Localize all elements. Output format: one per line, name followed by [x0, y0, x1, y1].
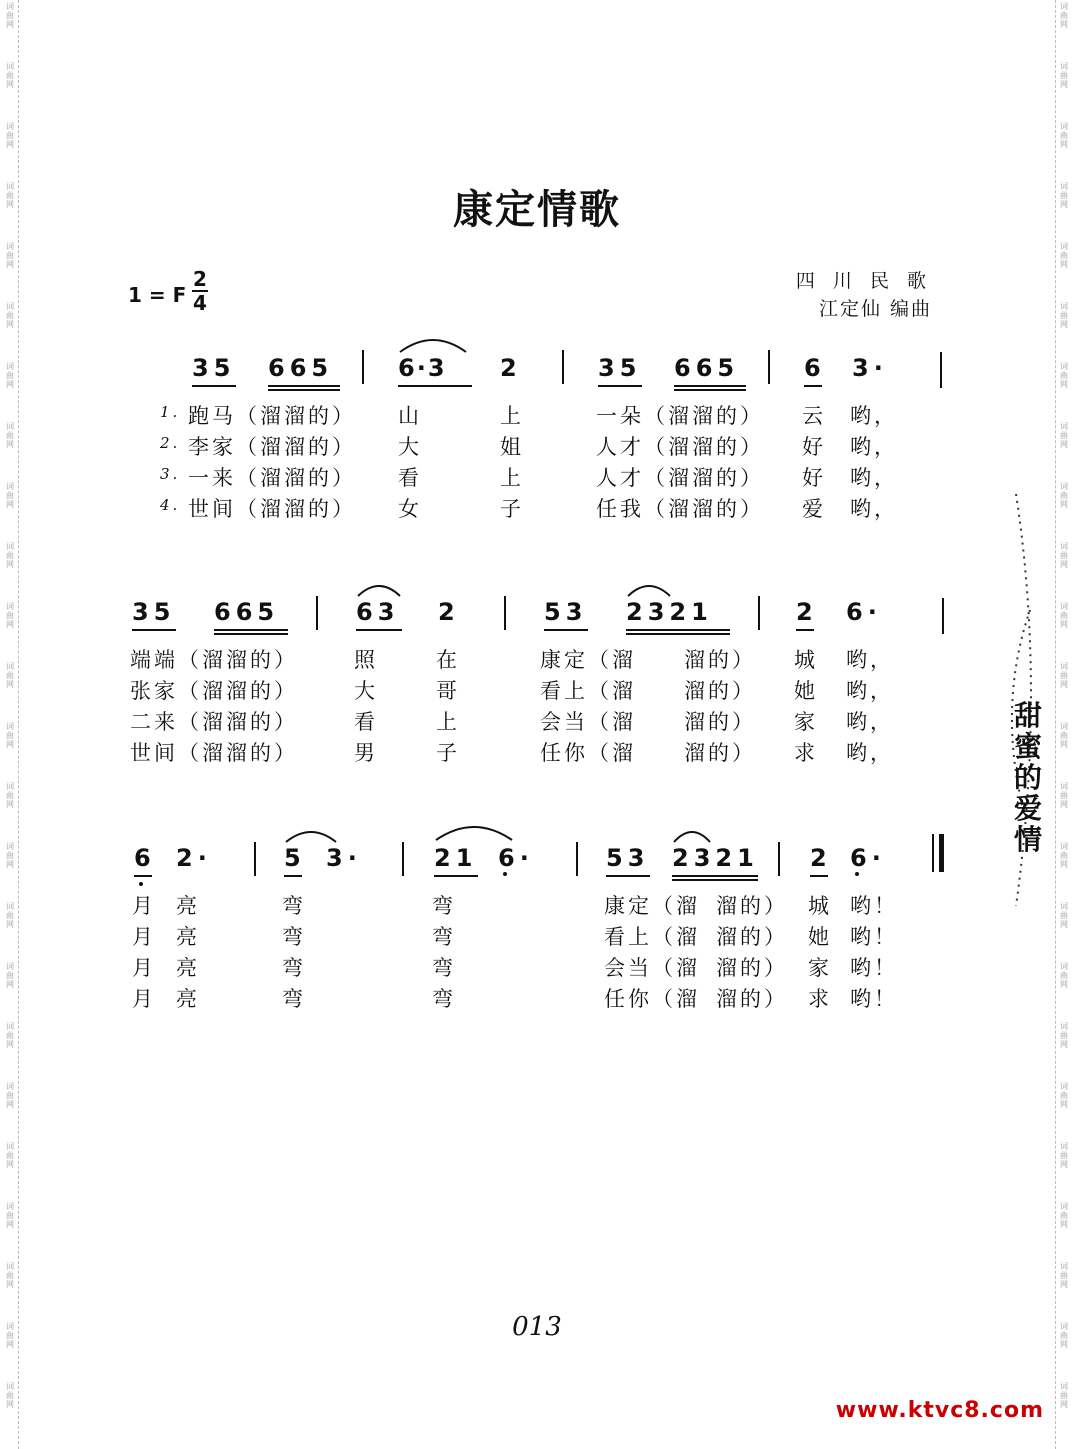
watermark: 词曲网 — [6, 242, 14, 269]
lyric-text: 溜的） — [684, 710, 756, 734]
note-group: 6·3 — [398, 354, 447, 382]
lyric-text: 溜的） — [716, 987, 788, 1011]
watermark: 词曲网 — [6, 542, 14, 569]
lyric-text: 看 — [398, 466, 422, 490]
lower-octave-dot — [503, 872, 507, 876]
beam-underline — [810, 875, 828, 877]
watermark: 词曲网 — [6, 362, 14, 389]
time-sig-numerator: 2 — [193, 267, 207, 291]
lyric-text: 求 — [794, 741, 818, 765]
final-bar-line — [932, 834, 934, 872]
note-group: 6· — [850, 844, 886, 872]
beam-underline — [598, 385, 642, 387]
lyric-text: 城 — [794, 648, 818, 672]
lyric-text: 溜的） — [716, 925, 788, 949]
side-label: 甜蜜的爱情 — [1013, 699, 1042, 856]
slur — [434, 820, 514, 842]
verse-number: 4. — [160, 496, 181, 514]
note-group: 2 — [810, 844, 832, 872]
bar-line — [562, 350, 564, 384]
watermark: 词曲网 — [1060, 662, 1068, 689]
lyric-text: 看上（溜 — [604, 925, 700, 949]
watermark: 词曲网 — [6, 482, 14, 509]
bar-line — [778, 842, 780, 876]
lyric-text: 哟， — [850, 497, 898, 521]
watermark: 词曲网 — [1060, 542, 1068, 569]
note-group: 35 — [132, 598, 176, 626]
watermark: 词曲网 — [6, 722, 14, 749]
lyric-text: 女 — [398, 497, 422, 521]
lyric-text: 哟！ — [850, 987, 898, 1011]
lyric-text: 大 — [398, 435, 422, 459]
note-group: 2 — [438, 598, 460, 626]
lyric-text: 哟， — [846, 710, 894, 734]
beam-underline — [606, 875, 650, 877]
bar-line — [402, 842, 404, 876]
watermark: 词曲网 — [6, 122, 14, 149]
watermark: 词曲网 — [6, 1202, 14, 1229]
note-group: 665 — [674, 354, 740, 382]
lyric-text: 二来（溜溜的） — [130, 710, 298, 734]
lyric-text: 任我（溜溜的） — [596, 497, 764, 521]
lyric-text: 李家（溜溜的） — [188, 435, 356, 459]
beam-underline — [672, 879, 758, 881]
beam-underline — [796, 629, 814, 631]
watermark: 词曲网 — [6, 422, 14, 449]
note-group: 3· — [852, 354, 888, 382]
beam-underline — [674, 385, 746, 387]
key-signature: 1 = F — [128, 283, 187, 307]
beam-underline — [284, 875, 302, 877]
lyric-text: 端端（溜溜的） — [130, 648, 298, 672]
lyric-text: 一朵（溜溜的） — [596, 404, 764, 428]
beam-underline — [672, 875, 758, 877]
lyric-text: 在 — [436, 648, 460, 672]
lyric-text: 张家（溜溜的） — [130, 679, 298, 703]
lyric-text: 好 — [802, 466, 826, 490]
beam-underline — [214, 629, 288, 631]
lyric-text: 爱 — [802, 497, 826, 521]
lyric-text: 弯 — [432, 987, 456, 1011]
lyric-text: 哟， — [846, 648, 894, 672]
note-group: 665 — [214, 598, 280, 626]
note-group: 35 — [192, 354, 236, 382]
beam-underline — [192, 385, 236, 387]
note-group: 2321 — [672, 844, 759, 872]
site-url: www.ktvc8.com — [835, 1398, 1044, 1423]
lyric-text: 月 — [132, 987, 156, 1011]
beam-underline — [356, 629, 402, 631]
verse-number: 1. — [160, 403, 181, 421]
note-group: 21 — [434, 844, 478, 872]
lyric-text: 亮 — [176, 925, 200, 949]
lyric-text: 人才（溜溜的） — [596, 466, 764, 490]
lyric-text: 弯 — [282, 925, 306, 949]
beam-underline — [214, 633, 288, 635]
watermark: 词曲网 — [6, 1142, 14, 1169]
lyric-text: 月 — [132, 894, 156, 918]
beam-underline — [134, 875, 152, 877]
lyric-text: 会当（溜 — [604, 956, 700, 980]
lyric-text: 她 — [794, 679, 818, 703]
note-group: 2 — [796, 598, 818, 626]
beam-underline — [268, 385, 340, 387]
lyric-text: 弯 — [282, 987, 306, 1011]
watermark: 词曲网 — [6, 602, 14, 629]
lyric-text: 好 — [802, 435, 826, 459]
lyric-text: 亮 — [176, 956, 200, 980]
lyric-text: 康定（溜 — [604, 894, 700, 918]
slur — [626, 580, 672, 598]
lyric-text: 山 — [398, 404, 422, 428]
beam-underline — [626, 633, 730, 635]
watermark: 词曲网 — [6, 902, 14, 929]
watermark: 词曲网 — [6, 2, 14, 29]
watermark: 词曲网 — [6, 1322, 14, 1349]
note-group: 53 — [606, 844, 650, 872]
lyric-text: 上 — [436, 710, 460, 734]
verse-number: 2. — [160, 434, 181, 452]
lyric-text: 康定（溜 — [540, 648, 636, 672]
watermark: 词曲网 — [6, 1022, 14, 1049]
final-bar-line-thick — [939, 834, 944, 872]
lyric-text: 哟， — [850, 466, 898, 490]
bar-line — [576, 842, 578, 876]
lyric-text: 任你（溜 — [604, 987, 700, 1011]
lyric-text: 哟！ — [850, 894, 898, 918]
note-group: 2 — [500, 354, 522, 382]
lyric-text: 照 — [354, 648, 378, 672]
watermark: 词曲网 — [6, 962, 14, 989]
slur — [398, 334, 468, 354]
watermark: 词曲网 — [1060, 2, 1068, 29]
watermark: 词曲网 — [1060, 842, 1068, 869]
lyric-text: 月 — [132, 925, 156, 949]
watermark: 词曲网 — [1060, 902, 1068, 929]
bar-line — [316, 596, 318, 630]
watermark: 词曲网 — [1060, 1262, 1068, 1289]
bar-line — [768, 350, 770, 384]
lyric-text: 溜的） — [716, 956, 788, 980]
lyric-text: 弯 — [282, 956, 306, 980]
lyric-text: 人才（溜溜的） — [596, 435, 764, 459]
watermark: 词曲网 — [6, 1082, 14, 1109]
bar-line — [504, 596, 506, 630]
lyric-text: 姐 — [500, 435, 524, 459]
bar-line — [254, 842, 256, 876]
watermark: 词曲网 — [1060, 1322, 1068, 1349]
watermark: 词曲网 — [1060, 1082, 1068, 1109]
origin-credit: 四 川 民 歌 — [795, 270, 932, 292]
lyric-text: 家 — [808, 956, 832, 980]
lyric-text: 弯 — [282, 894, 306, 918]
beam-underline — [268, 389, 340, 391]
bar-line — [942, 598, 944, 634]
lyric-text: 世间（溜溜的） — [130, 741, 298, 765]
note-group: 63 — [356, 598, 400, 626]
lyric-text: 溜的） — [684, 648, 756, 672]
note-group: 2· — [176, 844, 212, 872]
lyric-text: 亮 — [176, 987, 200, 1011]
lyric-text: 溜的） — [684, 741, 756, 765]
note-group: 6· — [846, 598, 882, 626]
bar-line — [940, 352, 942, 388]
watermark: 词曲网 — [1060, 782, 1068, 809]
lyric-text: 弯 — [432, 956, 456, 980]
lyric-text: 哟， — [850, 404, 898, 428]
lyric-text: 看上（溜 — [540, 679, 636, 703]
beam-underline — [398, 385, 472, 387]
note-group: 6· — [498, 844, 534, 872]
song-title: 康定情歌 — [453, 187, 621, 233]
lyric-text: 任你（溜 — [540, 741, 636, 765]
lyric-text: 子 — [436, 741, 460, 765]
lyric-text: 溜的） — [716, 894, 788, 918]
watermark: 词曲网 — [6, 62, 14, 89]
lyric-text: 看 — [354, 710, 378, 734]
bar-line — [362, 350, 364, 384]
beam-underline — [626, 629, 730, 631]
watermark: 词曲网 — [6, 1382, 14, 1409]
watermark: 词曲网 — [6, 662, 14, 689]
lyric-text: 大 — [354, 679, 378, 703]
watermark: 词曲网 — [1060, 1202, 1068, 1229]
slur — [284, 826, 338, 844]
lyric-text: 家 — [794, 710, 818, 734]
watermark: 词曲网 — [1060, 482, 1068, 509]
lyric-text: 男 — [354, 741, 378, 765]
watermark: 词曲网 — [1060, 1022, 1068, 1049]
verse-number: 3. — [160, 465, 181, 483]
lower-octave-dot — [855, 872, 859, 876]
watermark: 词曲网 — [6, 182, 14, 209]
lyric-text: 世间（溜溜的） — [188, 497, 356, 521]
lyric-text: 会当（溜 — [540, 710, 636, 734]
lyric-text: 月 — [132, 956, 156, 980]
beam-underline — [804, 385, 822, 387]
watermark: 词曲网 — [1060, 962, 1068, 989]
beam-underline — [544, 629, 588, 631]
note-group: 2321 — [626, 598, 713, 626]
watermark: 词曲网 — [1060, 602, 1068, 629]
lyric-text: 上 — [500, 404, 524, 428]
beam-underline — [434, 875, 478, 877]
lyric-text: 哥 — [436, 679, 460, 703]
lyric-text: 哟！ — [850, 956, 898, 980]
watermark: 词曲网 — [1060, 62, 1068, 89]
note-group: 6 — [804, 354, 826, 382]
lyric-text: 城 — [808, 894, 832, 918]
lyric-text: 云 — [802, 404, 826, 428]
page-number: 013 — [512, 1312, 562, 1342]
watermark: 词曲网 — [1060, 242, 1068, 269]
watermark: 词曲网 — [1060, 1142, 1068, 1169]
beam-underline — [132, 629, 176, 631]
note-group: 35 — [598, 354, 642, 382]
lyric-text: 上 — [500, 466, 524, 490]
lyric-text: 一来（溜溜的） — [188, 466, 356, 490]
watermark: 词曲网 — [6, 782, 14, 809]
lyric-text: 求 — [808, 987, 832, 1011]
lyric-text: 哟， — [846, 679, 894, 703]
slur — [356, 580, 402, 598]
slur — [672, 826, 712, 844]
arranger-credit: 江定仙 编曲 — [818, 298, 932, 320]
watermark: 词曲网 — [1060, 722, 1068, 749]
note-group: 5 — [284, 844, 306, 872]
note-group: 665 — [268, 354, 334, 382]
beam-underline — [674, 389, 746, 391]
watermark: 词曲网 — [1060, 302, 1068, 329]
lyric-text: 哟！ — [850, 925, 898, 949]
bar-line — [758, 596, 760, 630]
lower-octave-dot — [139, 882, 143, 886]
watermark: 词曲网 — [6, 1262, 14, 1289]
note-group: 6 — [134, 844, 156, 872]
watermark: 词曲网 — [1060, 362, 1068, 389]
lyric-text: 弯 — [432, 925, 456, 949]
watermark: 词曲网 — [6, 842, 14, 869]
lyric-text: 溜的） — [684, 679, 756, 703]
watermark: 词曲网 — [1060, 122, 1068, 149]
watermark: 词曲网 — [6, 302, 14, 329]
lyric-text: 子 — [500, 497, 524, 521]
watermark: 词曲网 — [1060, 1382, 1068, 1409]
lyric-text: 哟， — [850, 435, 898, 459]
lyric-text: 亮 — [176, 894, 200, 918]
lyric-text: 弯 — [432, 894, 456, 918]
lyric-text: 她 — [808, 925, 832, 949]
note-group: 53 — [544, 598, 588, 626]
lyric-text: 哟， — [846, 741, 894, 765]
note-group: 3· — [326, 844, 362, 872]
time-signature — [190, 268, 210, 314]
watermark: 词曲网 — [1060, 422, 1068, 449]
watermark: 词曲网 — [1060, 182, 1068, 209]
lyric-text: 跑马（溜溜的） — [188, 404, 356, 428]
time-sig-denominator: 4 — [193, 291, 207, 315]
